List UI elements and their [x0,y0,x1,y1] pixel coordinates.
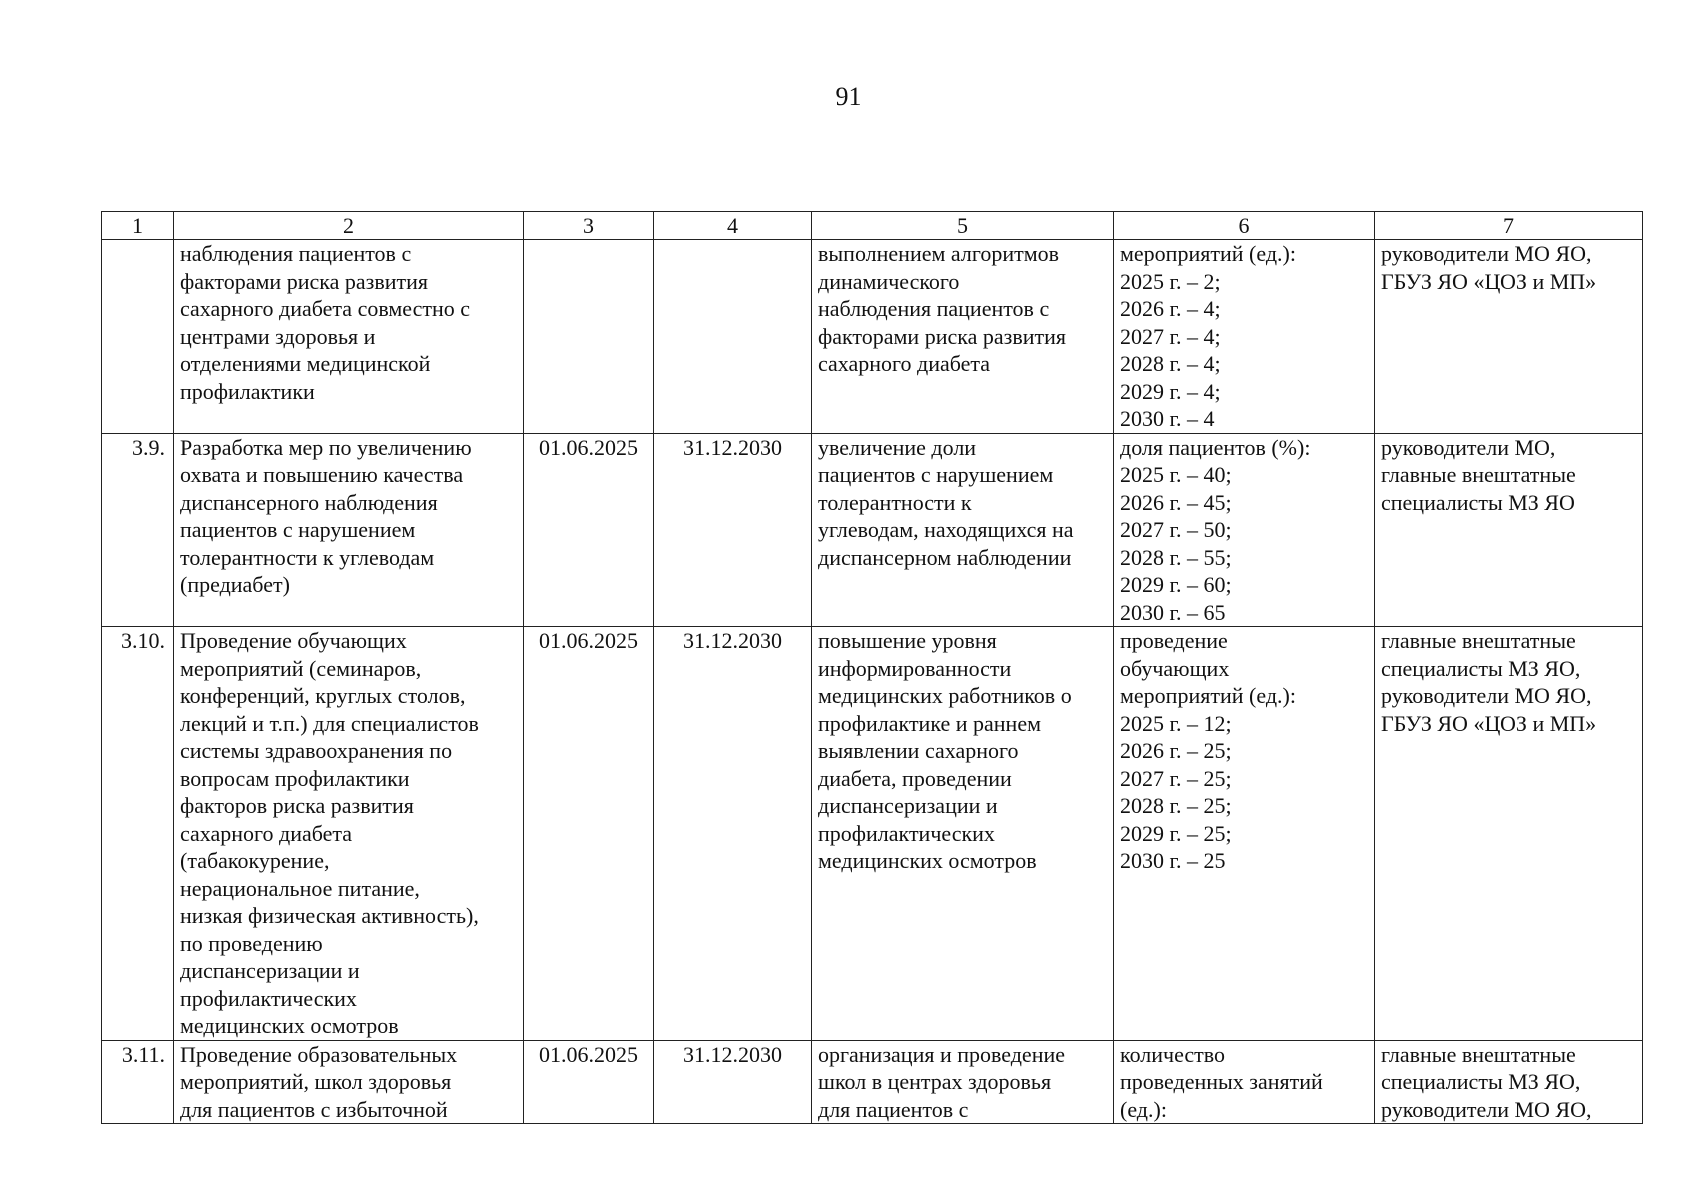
text-line: толерантности к [818,489,972,515]
text-line: динамического [818,268,960,294]
end-date: 31.12.2030 [654,1040,812,1124]
measure-description [174,627,524,1041]
text-line: ГБУЗ ЯО «ЦОЗ и МП» [1381,268,1597,294]
text-line: специалисты МЗ ЯО [1381,489,1575,515]
expected-result [812,1040,1114,1124]
text-line: главные внештатные [1381,462,1576,487]
text-line: увеличение доли [818,434,977,460]
start-date: 01.06.2025 [524,1040,654,1124]
text-line: диабета, проведении [818,765,1012,791]
text-line: 2025 г. – 40; [1120,462,1232,487]
table-row [102,627,1643,1041]
responsible [1375,627,1643,1041]
text-line: школ в центрах здоровья [818,1069,1052,1094]
responsible [1375,240,1643,434]
responsible [1375,433,1643,627]
text-line: 2029 г. – 4; [1120,378,1221,404]
text-line: (табакокурение, [180,848,330,873]
text-line: для пациентов с избыточной [180,1096,448,1122]
text-line: 2028 г. – 55; [1120,544,1232,570]
end-date: 31.12.2030 [654,433,812,627]
text-line: для пациентов с [818,1096,969,1122]
indicator [1114,627,1375,1041]
text-line: медицинских осмотров [180,1013,399,1038]
text-line: организация и проведение [818,1041,1066,1067]
text-line: 2027 г. – 25; [1120,765,1232,791]
text-line: количество [1120,1041,1226,1067]
text-line: специалисты МЗ ЯО, [1381,1069,1581,1094]
responsible [1375,1040,1643,1124]
column-header: 7 [1375,212,1643,240]
text-line: нерациональное питание, [180,875,420,901]
text-line: медицинских осмотров [818,848,1037,873]
text-line: медицинских работников о [818,683,1072,708]
column-header: 4 [654,212,812,240]
text-line: сахарного диабета совместно с [180,296,470,321]
text-line: 2026 г. – 4; [1120,296,1221,321]
text-line: центрами здоровья и [180,323,376,349]
text-line: наблюдения пациентов с [818,296,1050,321]
text-line: профилактики [180,378,315,404]
text-line: диспансерного наблюдения [180,489,438,515]
text-line: специалисты МЗ ЯО, [1381,655,1581,681]
table-row [102,433,1643,627]
text-line: низкая физическая активность), [180,903,479,928]
column-header: 6 [1114,212,1375,240]
text-line: (предиабет) [180,572,290,597]
text-line: проведение [1120,628,1228,653]
text-line: наблюдения пациентов с [180,241,412,266]
expected-result [812,240,1114,434]
text-line: диспансерном наблюдении [818,544,1072,570]
text-line: обучающих [1120,655,1230,681]
text-line: доля пациентов (%): [1120,434,1311,460]
text-line: 2030 г. – 25 [1120,848,1226,873]
start-date: 01.06.2025 [524,433,654,627]
text-line: углеводам, находящихся на [818,517,1074,542]
column-header: 3 [524,212,654,240]
text-line: конференций, круглых столов, [180,683,466,708]
column-header: 5 [812,212,1114,240]
text-line: отделениями медицинской [180,351,431,376]
start-date [524,240,654,434]
text-line: мероприятий (ед.): [1120,683,1296,708]
text-line: выявлении сахарного [818,738,1019,763]
text-line: руководители МО ЯО, [1381,683,1592,708]
text-line: профилактических [180,985,357,1011]
text-line: 2028 г. – 25; [1120,793,1232,818]
text-line: 2028 г. – 4; [1120,351,1221,376]
text-line: 2029 г. – 25; [1120,820,1232,846]
column-header: 2 [174,212,524,240]
text-line: диспансеризации и [180,958,360,983]
text-line: 2027 г. – 50; [1120,517,1232,542]
text-line: 2025 г. – 12; [1120,710,1232,736]
text-line: выполнением алгоритмов [818,241,1060,266]
text-line: повышение уровня [818,628,997,653]
text-line: 2026 г. – 25; [1120,738,1232,763]
column-number-header-row [102,212,1643,240]
text-line: ГБУЗ ЯО «ЦОЗ и МП» [1381,710,1597,736]
item-number: 3.9. [102,433,174,627]
item-number: 3.11. [102,1040,174,1124]
end-date: 31.12.2030 [654,627,812,1041]
text-line: мероприятий (ед.): [1120,241,1296,266]
text-line: руководители МО ЯО, [1381,1096,1592,1122]
measure-description [174,433,524,627]
text-line: Проведение образовательных [180,1041,458,1067]
measure-description [174,240,524,434]
text-line: 2025 г. – 2; [1120,268,1221,294]
text-line: проведенных занятий [1120,1069,1323,1094]
item-number: 3.10. [102,627,174,1041]
text-line: по проведению [180,930,323,956]
text-line: главные внештатные [1381,1041,1576,1067]
text-line: лекций и т.п.) для специалистов [180,710,479,736]
text-line: сахарного диабета [818,351,991,376]
text-line: руководители МО ЯО, [1381,241,1592,266]
measures-table [101,211,1643,1124]
text-line: руководители МО, [1381,434,1556,460]
text-line: 2026 г. – 45; [1120,489,1232,515]
text-line: профилактических [818,820,995,846]
text-line: (ед.): [1120,1096,1167,1122]
text-line: факторами риска развития [818,323,1066,349]
text-line: факторов риска развития [180,793,414,818]
indicator [1114,1040,1375,1124]
text-line: 2029 г. – 60; [1120,572,1232,597]
item-number [102,240,174,434]
text-line: 2030 г. – 65 [1120,599,1226,625]
text-line: пациентов с нарушением [818,462,1054,487]
text-line: системы здравоохранения по [180,738,453,763]
text-line: 2030 г. – 4 [1120,406,1215,431]
text-line: мероприятий, школ здоровья [180,1069,452,1094]
expected-result [812,433,1114,627]
text-line: факторами риска развития [180,268,428,294]
text-line: Разработка мер по увеличению [180,434,472,460]
text-line: 2027 г. – 4; [1120,323,1221,349]
text-line: пациентов с нарушением [180,517,416,542]
page-number: 91 [835,82,862,111]
indicator [1114,433,1375,627]
text-line: охвата и повышению качества [180,462,464,487]
start-date: 01.06.2025 [524,627,654,1041]
indicator [1114,240,1375,434]
measure-description [174,1040,524,1124]
end-date [654,240,812,434]
text-line: Проведение обучающих [180,628,407,653]
text-line: профилактике и раннем [818,710,1042,736]
expected-result [812,627,1114,1041]
column-header: 1 [102,212,174,240]
table-row [102,240,1643,434]
text-line: главные внештатные [1381,628,1576,653]
text-line: мероприятий (семинаров, [180,655,422,681]
text-line: информированности [818,655,1012,681]
text-line: сахарного диабета [180,820,353,846]
table-row [102,1040,1643,1124]
text-line: диспансеризации и [818,793,998,818]
text-line: толерантности к углеводам [180,544,435,570]
text-line: вопросам профилактики [180,765,410,791]
